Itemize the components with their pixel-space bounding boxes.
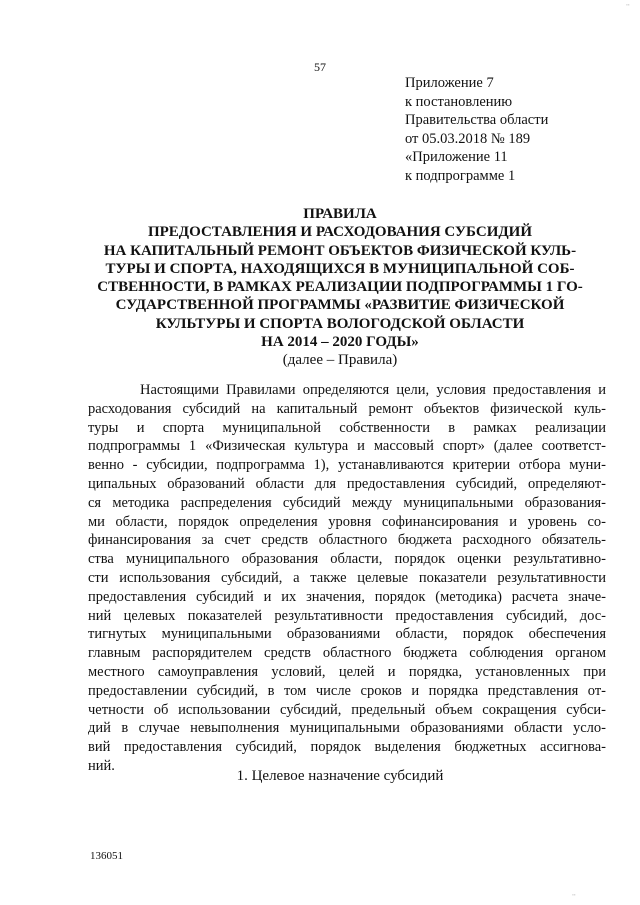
document-code: 136051 [90, 850, 123, 862]
title-line: НА КАПИТАЛЬНЫЙ РЕМОНТ ОБЪЕКТОВ ФИЗИЧЕСКОЙ КУЛЬ- [103, 242, 577, 259]
body-line: предоставления субсидий и их значения, порядок (методика) расчета значе- [88, 588, 606, 605]
appendix-block [405, 74, 548, 185]
body-line: местного самоуправления условий, целей и порядка, установленных при [88, 663, 606, 680]
title-subtitle: (далее – Правила) [282, 352, 398, 369]
body-line: сти использования субсидий, а также целевые показатели результативности [88, 569, 606, 586]
body-line: тигнутых муниципальными образованиями области, порядок обеспечения [88, 626, 606, 643]
body-line: подпрограммы 1 «Физическая культура и массовый спорт» (далее соответст- [88, 438, 606, 455]
body-line: главным распорядителем средств областного бюджета соблюдения органом [88, 645, 606, 662]
page-number: 57 [314, 60, 326, 74]
body-line: четности об использовании субсидий, предельный объем сокращения субси- [88, 701, 606, 718]
title-line: ТУРЫ И СПОРТА, НАХОДЯЩИХСЯ В МУНИЦИПАЛЬНОЙ СОБ- [105, 260, 575, 277]
title-line: ПРАВИЛА [303, 206, 377, 222]
section-heading: 1. Целевое назначение субсидий [236, 768, 444, 784]
body-line: ся методика распределения субсидий между муниципальными образования- [88, 494, 606, 511]
scan-mark: ‧‧ [572, 893, 576, 899]
body-line: ципальных образований области для предоставления субсидий, определяют- [88, 475, 606, 492]
body-line: ства муниципального образования области, порядок оценки результативно- [88, 551, 606, 568]
body-line: ми области, порядок определения уровня софинансирования и уровень со- [88, 513, 606, 530]
body-line: ний целевых показателей результативности предоставления субсидий, дос- [88, 607, 606, 624]
body-line: венно - субсидии, подпрограмма 1), устанавливаются критерии отбора муни- [88, 457, 606, 474]
body-line: дий в случае невыполнения муниципальными образованиями области усло- [88, 720, 606, 737]
appendix-line: к подпрограмме 1 [405, 167, 516, 184]
appendix-line: к постановлению [405, 93, 513, 110]
body-paragraph [88, 381, 606, 776]
scan-mark: ‧‧ [626, 3, 630, 9]
body-line: расходования субсидий на капитальный ремонт объектов физической куль- [88, 400, 606, 417]
appendix-line: Правительства области [405, 112, 549, 128]
body-line: вий предоставления субсидий, порядок выделения бюджетных ассигнова- [88, 739, 606, 756]
body-line: туры и спорта муниципальной собственности в рамках реализации [88, 419, 606, 436]
appendix-line: Приложение 7 [405, 75, 494, 91]
body-line: ний. [88, 757, 115, 774]
appendix-line: «Приложение 11 [405, 149, 508, 165]
body-line: финансирования за счет средств областного бюджета расходного обязатель- [88, 532, 606, 549]
title-line: НА 2014 – 2020 ГОДЫ» [261, 334, 419, 351]
title-line: СТВЕННОСТИ, В РАМКАХ РЕАЛИЗАЦИИ ПОДПРОГРАММЫ 1 ГО- [97, 279, 583, 296]
appendix-line: от 05.03.2018 № 189 [405, 130, 531, 147]
body-line: Настоящими Правилами определяются цели, условия предоставления и [140, 382, 606, 398]
document-title [80, 205, 600, 370]
title-line: КУЛЬТУРЫ И СПОРТА ВОЛОГОДСКОЙ ОБЛАСТИ [155, 315, 525, 332]
title-line: ПРЕДОСТАВЛЕНИЯ И РАСХОДОВАНИЯ СУБСИДИЙ [147, 224, 533, 241]
body-line: предоставлении субсидий, в том числе сроков и порядка представления от- [88, 682, 606, 699]
title-line: СУДАРСТВЕННОЙ ПРОГРАММЫ «РАЗВИТИЕ ФИЗИЧЕСКОЙ [115, 297, 565, 314]
